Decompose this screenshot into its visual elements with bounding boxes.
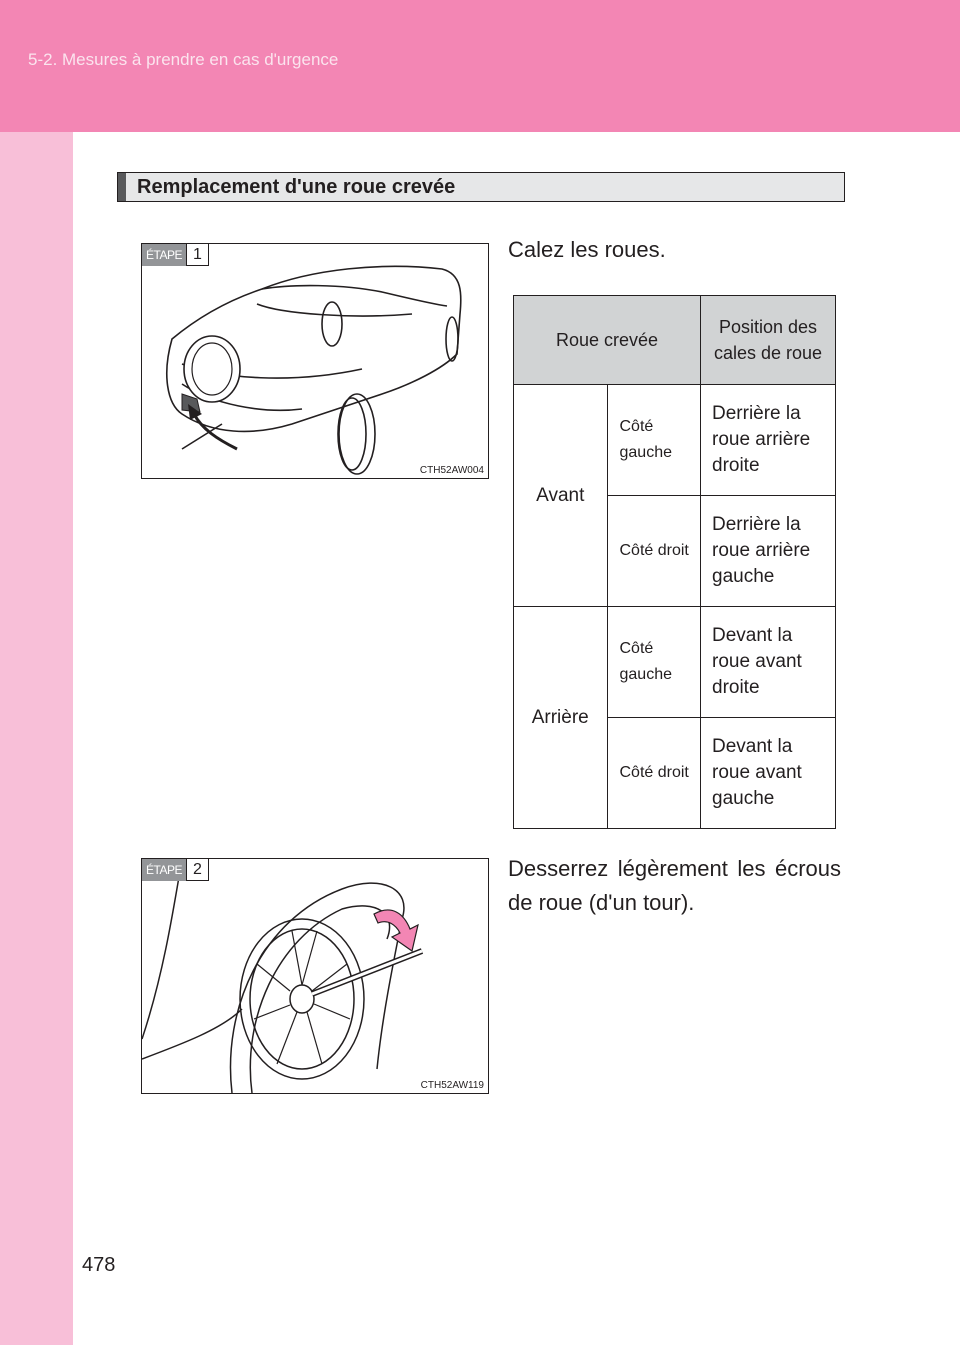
table-side: Côté gauche [607, 385, 701, 496]
table-position: Devant la roue avant gauche [701, 718, 836, 829]
step1-badge-number: 1 [186, 244, 209, 266]
step2-figure-code: CTH52AW119 [420, 1080, 484, 1091]
table-group-avant: Avant [514, 385, 608, 607]
step1-badge [142, 244, 209, 266]
page-header [0, 0, 960, 132]
table-side: Côté droit [607, 496, 701, 607]
step2-badge [142, 859, 209, 881]
heading-bar [118, 173, 126, 201]
table-side: Côté gauche [607, 607, 701, 718]
section-breadcrumb: 5-2. Mesures à prendre en cas d'urgence [28, 50, 339, 69]
car-chocked-illustration [142, 244, 488, 478]
step1-badge-label: ÉTAPE [142, 244, 186, 266]
step2-badge-number: 2 [186, 859, 209, 881]
table-position: Derrière la roue arrière droite [701, 385, 836, 496]
table-header-chock-position: Position des cales de roue [701, 296, 836, 385]
wheel-chock-table [513, 295, 836, 829]
table-position: Devant la roue avant droite [701, 607, 836, 718]
step1-text: Calez les roues. [508, 237, 666, 262]
step1-figure-code: CTH52AW004 [419, 465, 484, 476]
section-heading [117, 172, 845, 202]
table-header-row [514, 296, 836, 385]
table-row [514, 607, 836, 718]
table-side: Côté droit [607, 718, 701, 829]
table-group-arriere: Arrière [514, 607, 608, 829]
page-number: 478 [82, 1254, 116, 1276]
table-position: Derrière la roue arrière gauche [701, 496, 836, 607]
step1-figure [141, 243, 489, 479]
step2-figure [141, 858, 489, 1094]
step2-badge-label: ÉTAPE [142, 859, 186, 881]
page-sidebar [0, 132, 73, 1345]
table-header-flat-tire: Roue crevée [514, 296, 701, 385]
section-title: Remplacement d'une roue crevée [137, 176, 456, 198]
step2-text: Desserrez légèrement les écrous de roue (d'un tour). [508, 856, 841, 915]
table-row [514, 385, 836, 496]
wheel-wrench-illustration [142, 859, 488, 1093]
